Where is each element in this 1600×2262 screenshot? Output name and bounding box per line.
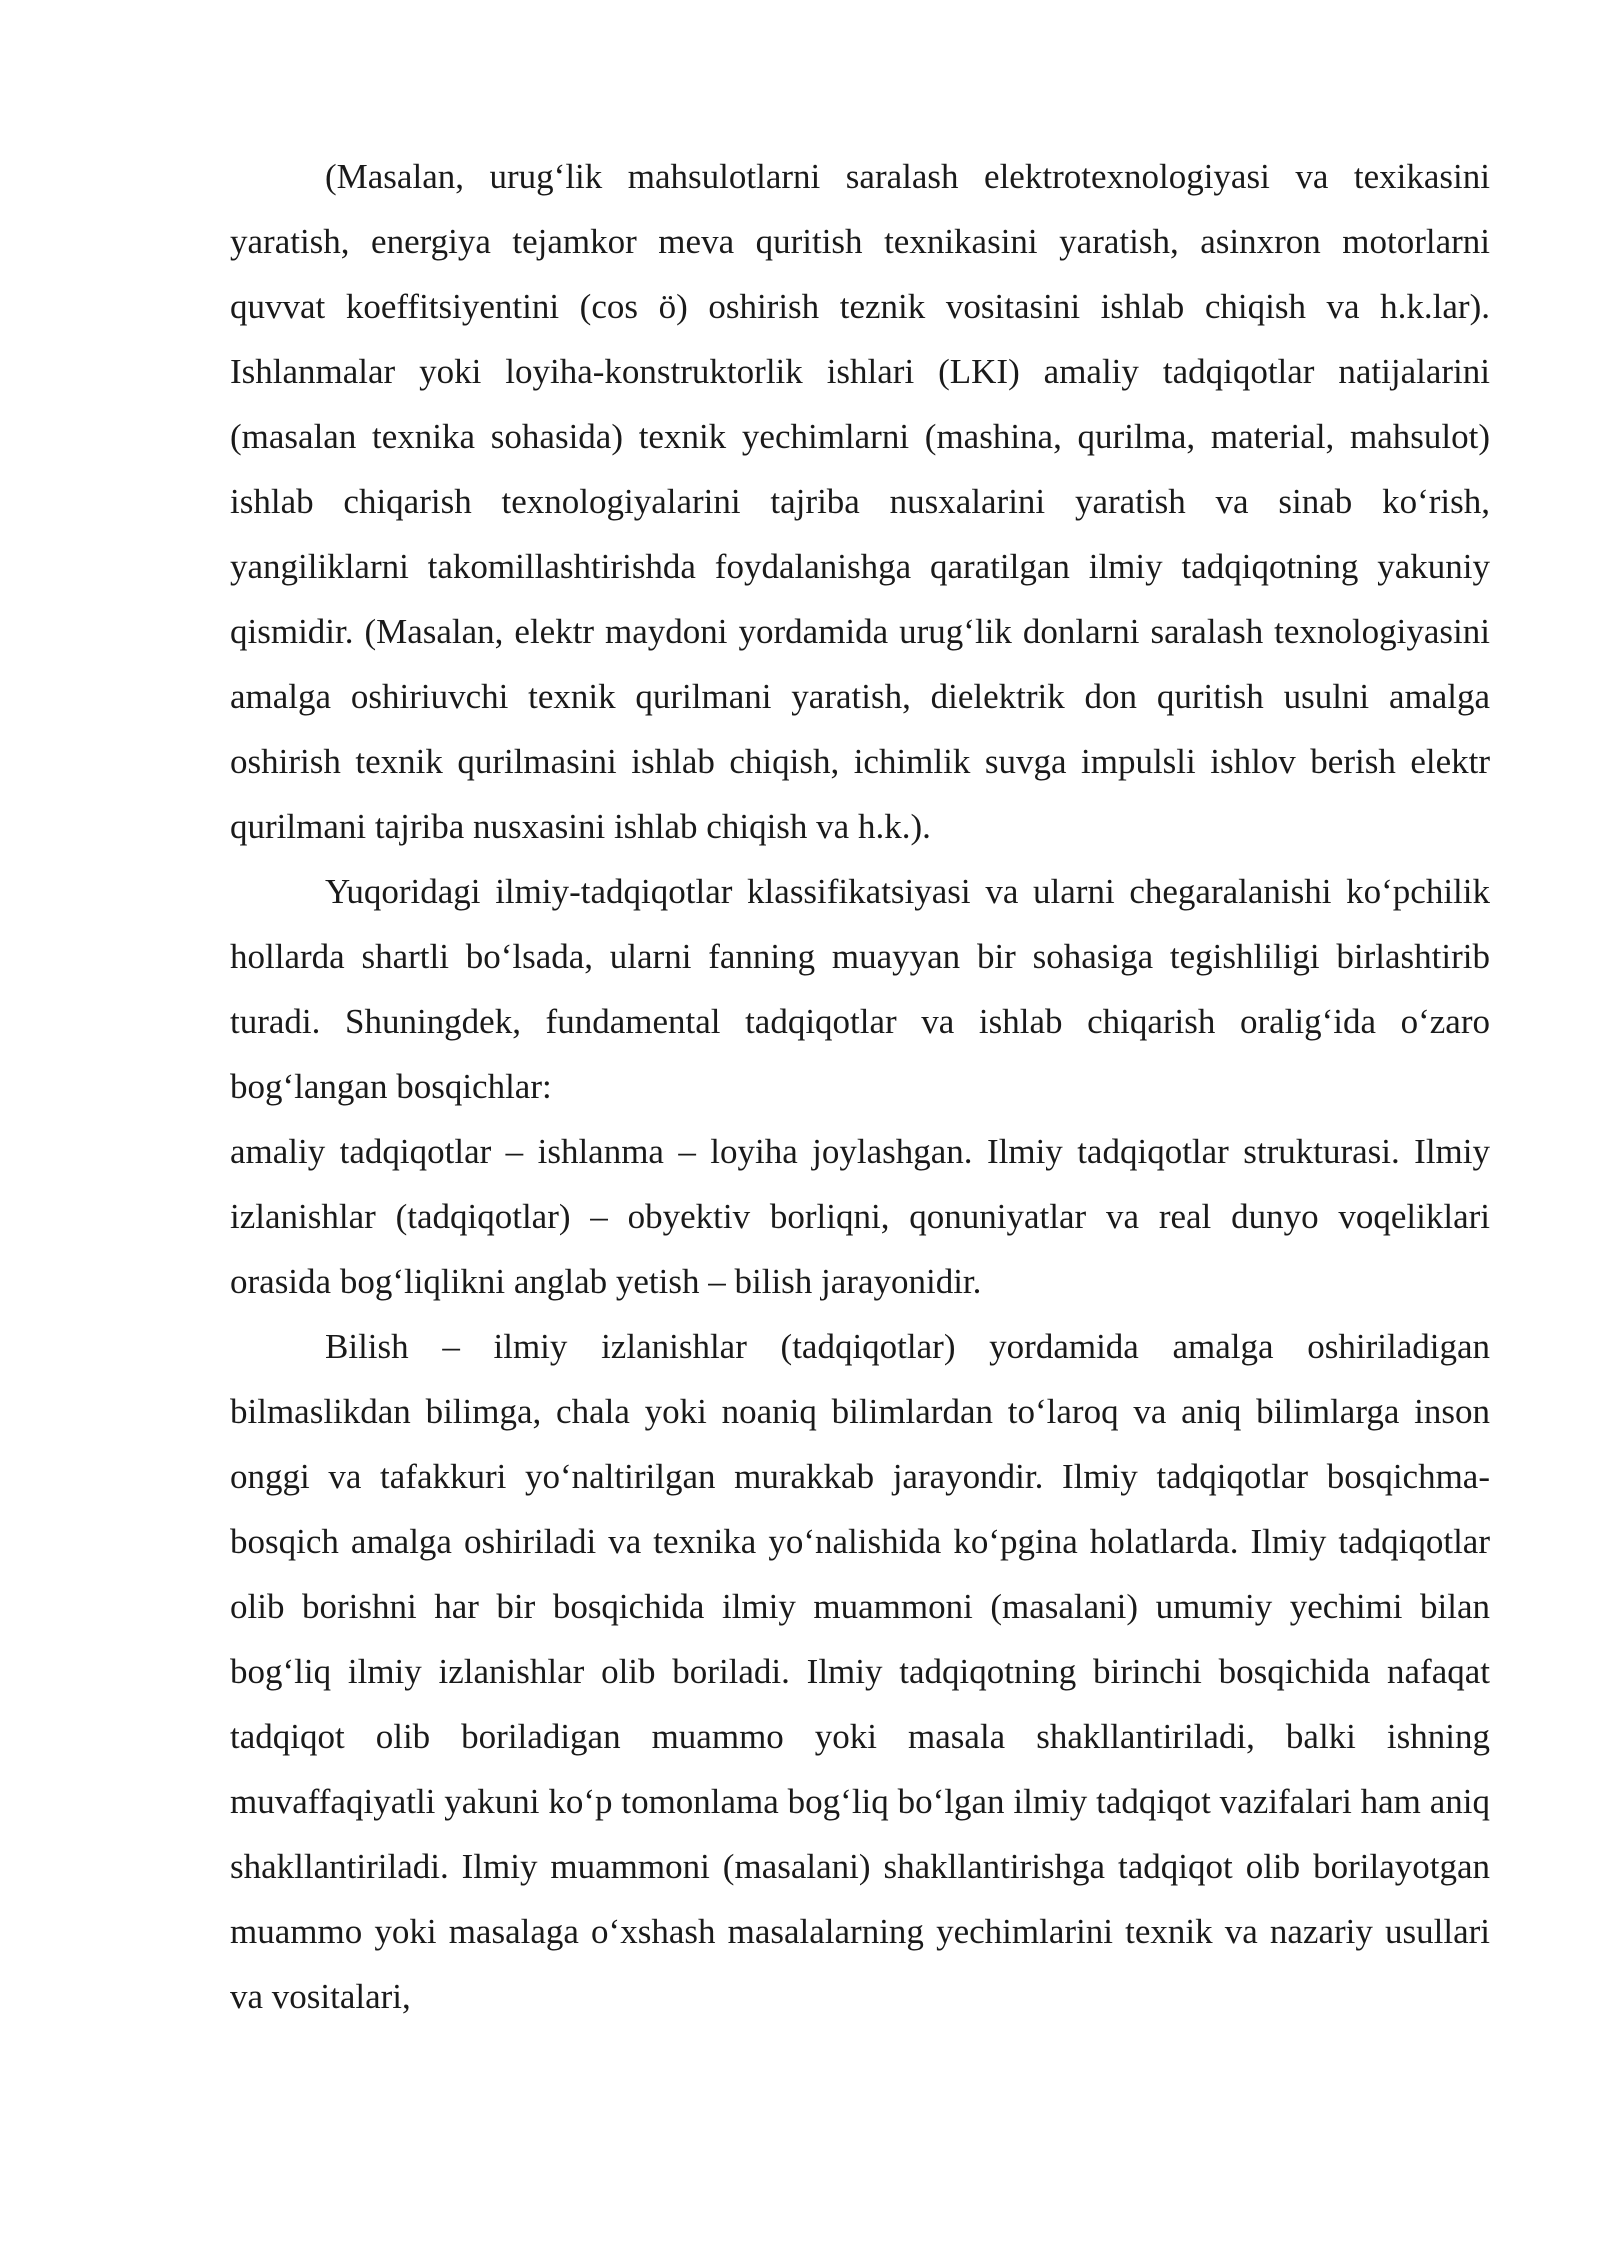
paragraph-2: Yuqoridagi ilmiy-tadqiqotlar klassifikatsiyasi va ularni chegaralanishi ko‘pchilik hollarda shartli bo‘lsada, ularni fanning muayyan bir sohasiga tegishliligi birlashtirib turadi. Shuningdek, fundamental tadqiqotlar va ishlab chiqarish oralig‘ida o‘zaro bog‘langan bosqichlar:	[230, 872, 1490, 1106]
paragraph-4: Bilish – ilmiy izlanishlar (tadqiqotlar) yordamida amalga oshiriladigan bilmaslikdan bilimga, chala yoki noaniq bilimlardan to‘laroq va aniq bilimlarga inson onggi va tafakkuri yo‘naltirilgan murakkab jarayondir. Ilmiy tadqiqotlar bosqichma-bosqich amalga oshiriladi va texnika yo‘nalishida ko‘pgina holatlarda. Ilmiy tadqiqotlar olib borishni har bir bosqichida ilmiy muammoni (masalani) umumiy yechimi bilan bog‘liq ilmiy izlanishlar olib boriladi. Ilmiy tadqiqotning birinchi bosqichida nafaqat tadqiqot olib boriladigan muammo yoki masala shakllantiriladi, balki ishning muvaffaqiyatli yakuni ko‘p tomonlama bog‘liq bo‘lgan ilmiy tadqiqot vazifalari ham aniq shakllantiriladi. Ilmiy muammoni (masalani) shakllantirishga tadqiqot olib borilayotgan muammo yoki masalaga o‘xshash masalalarning yechimlarini texnik va nazariy usullari va vositalari,	[230, 1327, 1490, 2016]
document-page	[230, 144, 1490, 2029]
paragraph-3: amaliy tadqiqotlar – ishlanma – loyiha joylashgan. Ilmiy tadqiqotlar strukturasi. Ilmiy izlanishlar (tadqiqotlar) – obyektiv borliqni, qonuniyatlar va real dunyo voqeliklari orasida bog‘liqlikni anglab yetish – bilish jarayonidir.	[230, 1132, 1490, 1301]
paragraph-1: (Masalan, urug‘lik mahsulotlarni saralash elektrotexnologiyasi va texikasini yaratish, energiya tejamkor meva quritish texnikasini yaratish, asinxron motorlarni quvvat koeffitsiyentini (cos ö) oshirish teznik vositasini ishlab chiqish va h.k.lar). Ishlanmalar yoki loyiha-konstruktorlik ishlari (LKI) amaliy tadqiqotlar natijalarini (masalan texnika sohasida) texnik yechimlarni (mashina, qurilma, material, mahsulot) ishlab chiqarish texnologiyalarini tajriba nusxalarini yaratish va sinab ko‘rish, yangiliklarni takomillashtirishda foydalanishga qaratilgan ilmiy tadqiqotning yakuniy qismidir. (Masalan, elektr maydoni yordamida urug‘lik donlarni saralash texnologiyasini amalga oshiriuvchi texnik qurilmani yaratish, dielektrik don quritish usulni amalga oshirish texnik qurilmasini ishlab chiqish, ichimlik suvga impulsli ishlov berish elektr qurilmani tajriba nusxasini ishlab chiqish va h.k.).	[230, 157, 1490, 846]
